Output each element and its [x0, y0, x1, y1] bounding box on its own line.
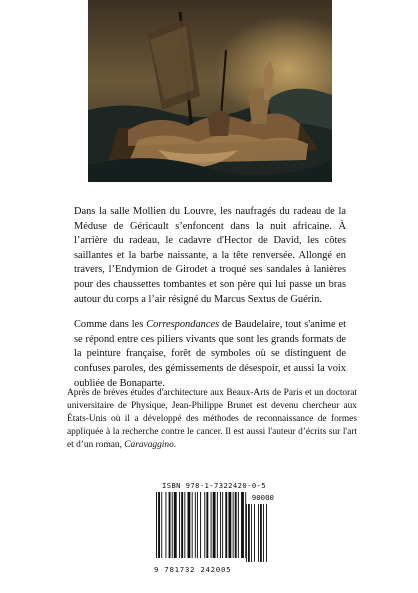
- barcode-bar: [181, 492, 183, 558]
- addon-bar: [246, 504, 247, 562]
- barcode-bar: [184, 492, 185, 558]
- barcode-bar: [204, 492, 205, 558]
- barcode-bar: [172, 492, 173, 558]
- barcode-bar: [169, 492, 171, 558]
- author-bio-text: Après de brèves études d'architecture aux Beaux-Arts de Paris et un doctorat universitaire de Physique, Jean-Philippe Brunet est devenu chercheur aux États-Unis où il a développé des méthodes de reconnaissance de formes appliquée à la recherche contre le cancer. Il est aussi l'auteur d’écrits sur l'art et d’un roman,: [67, 388, 357, 450]
- barcode-bar: [200, 492, 201, 558]
- barcode-bar: [192, 492, 193, 558]
- barcode-bar: [222, 492, 223, 558]
- isbn-barcode: [154, 481, 274, 576]
- addon-bar: [260, 504, 262, 562]
- price-code: 90000: [251, 493, 274, 502]
- barcode-bar: [225, 492, 227, 558]
- barcode-bar: [158, 492, 160, 558]
- barcode-bar: [235, 492, 237, 558]
- barcode-bar: [238, 492, 239, 558]
- barcode-bar: [161, 492, 162, 558]
- barcode-bar: [156, 492, 157, 558]
- barcode-bar: [220, 492, 221, 558]
- barcode-bar: [179, 492, 180, 558]
- blurb-paragraph-2: [74, 318, 346, 391]
- barcode-bar: [174, 492, 177, 558]
- barcode-bar: [241, 492, 244, 558]
- addon-bar: [248, 504, 250, 562]
- addon-bar: [251, 504, 252, 562]
- back-cover-blurb: [74, 205, 346, 391]
- barcode-bar: [188, 492, 191, 558]
- barcode-bar: [217, 492, 218, 558]
- barcode-bar: [197, 492, 198, 558]
- isbn-label: ISBN 978-1-7322420-0-5: [162, 481, 266, 490]
- ean-digits: 9 781732 242005: [154, 565, 232, 574]
- barcode-bar: [206, 492, 208, 558]
- cover-painting: [88, 0, 332, 182]
- raft-painting-image: [88, 0, 332, 182]
- addon-bar: [263, 504, 264, 562]
- author-bio-end: .: [173, 440, 177, 450]
- barcode-bar: [213, 492, 216, 558]
- barcode-bar: [165, 492, 166, 558]
- blurb-paragraph-2-start: Comme dans les: [74, 319, 147, 331]
- barcode-bars: [154, 492, 274, 564]
- author-bio-paragraph: [67, 387, 357, 452]
- barcode-bar: [233, 492, 234, 558]
- barcode-bar: [228, 492, 231, 558]
- correspondances-title: Correspondances: [146, 319, 220, 331]
- barcode-bar: [195, 492, 196, 558]
- blurb-paragraph-2-end: de Baudelaire, tout s'anime et se répond entre ces piliers vivants que sont les grands formats de la peinture française, forêt de symboles où se distinguent de confuses paroles, des gémissements de désespoir, et aussi la voix oubliée de Bonaparte.: [74, 319, 346, 389]
- addon-bar: [266, 504, 267, 562]
- author-bio: [67, 387, 357, 452]
- barcode-bar: [211, 492, 212, 558]
- addon-bar: [258, 504, 259, 562]
- addon-bar: [254, 504, 255, 562]
- blurb-paragraph-1: Dans la salle Mollien du Louvre, les naufragés du radeau de la Méduse de Géricault s’enfoncent dans la nuit africaine. À l’arrière du radeau, le cadavre d'Hector de David, les côtes saillantes et la barbe naissante, a la tête renversée. Allongé en travers, l’Endymion de Girodet a troqué ses sandales à lanières pour des chaussettes tombantes et son père qui lui passe un bras autour du corps a l’air résigné du Marcus Sextus de Guérin.: [74, 206, 346, 305]
- novel-title: Caravaggino: [124, 440, 174, 450]
